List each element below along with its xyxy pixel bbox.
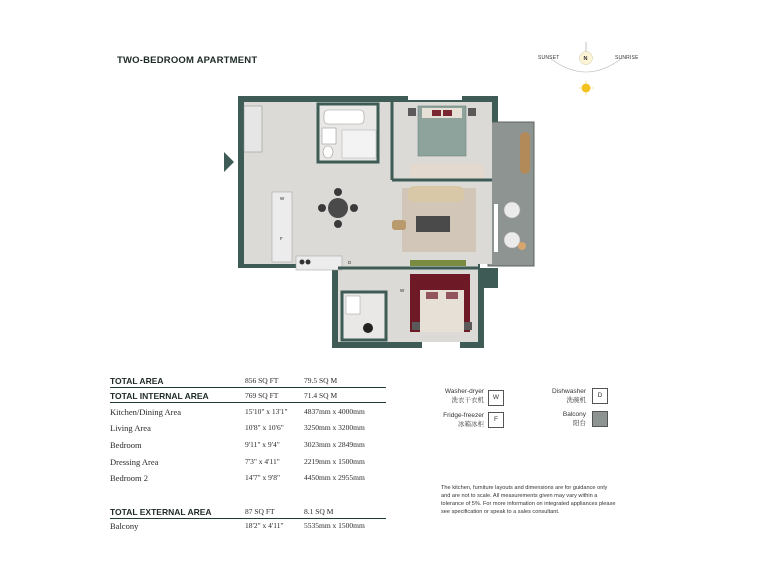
- divider: [110, 402, 386, 403]
- total-external-row: TOTAL EXTERNAL AREA 87 SQ FT 8.1 SQ M: [110, 507, 334, 517]
- sunrise-label: SUNRISE: [615, 55, 639, 61]
- compass-graphic: [530, 40, 640, 100]
- fridge-label: Fridge-freezer 冰箱冰柜: [443, 412, 484, 428]
- fridge-key: F: [488, 412, 504, 428]
- total-area-row: TOTAL AREA 856 SQ FT 79.5 SQ M: [110, 376, 338, 386]
- balcony-row: Balcony 18'2" x 4'11" 5535mm x 1500mm: [110, 521, 365, 531]
- sunset-label: SUNSET: [538, 55, 560, 61]
- balcony-swatch: [592, 411, 608, 427]
- north-label: N: [583, 56, 588, 62]
- appliance-legend: [430, 384, 630, 444]
- sun-icon: [582, 84, 591, 93]
- plan-label-w2: W: [400, 288, 405, 293]
- floor-plan: [222, 92, 542, 354]
- plan-label-d: D: [348, 260, 352, 265]
- room-row: Bedroom 2 14'7" x 9'8" 4450mm x 2955mm: [110, 473, 365, 483]
- page-title: TWO-BEDROOM APARTMENT: [117, 55, 258, 66]
- room-row: Dressing Area 7'3" x 4'11" 2219mm x 1500mm: [110, 457, 365, 467]
- dishwasher-key: D: [592, 388, 608, 404]
- floor-plan-drawing: [222, 92, 542, 354]
- room-row: Kitchen/Dining Area 15'10" x 13'1" 4837mm x 4000mm: [110, 407, 365, 417]
- disclaimer-note: The kitchen, furniture layouts and dimensions are for guidance only and are not to scale. All measurements given may vary within a tolerance of 5%. For more information on integrated appliances please see specification or speak to a sales consultant.: [441, 485, 616, 515]
- dishwasher-label: Dishwasher 洗碗机: [552, 388, 586, 404]
- divider: [110, 387, 386, 388]
- plan-label-f: F: [280, 236, 283, 241]
- room-row: Bedroom 9'11" x 9'4" 3023mm x 2849mm: [110, 440, 365, 450]
- divider: [110, 518, 386, 519]
- washer-label: Washer-dryer 洗衣干衣机: [444, 388, 484, 404]
- compass: [530, 40, 640, 100]
- plan-label-w: W: [280, 196, 285, 201]
- total-internal-row: TOTAL INTERNAL AREA 769 SQ FT 71.4 SQ M: [110, 391, 338, 401]
- balcony-label: Balcony 阳台: [562, 411, 586, 427]
- room-row: Living Area 10'8" x 10'6" 3250mm x 3200mm: [110, 423, 365, 433]
- washer-key: W: [488, 390, 504, 406]
